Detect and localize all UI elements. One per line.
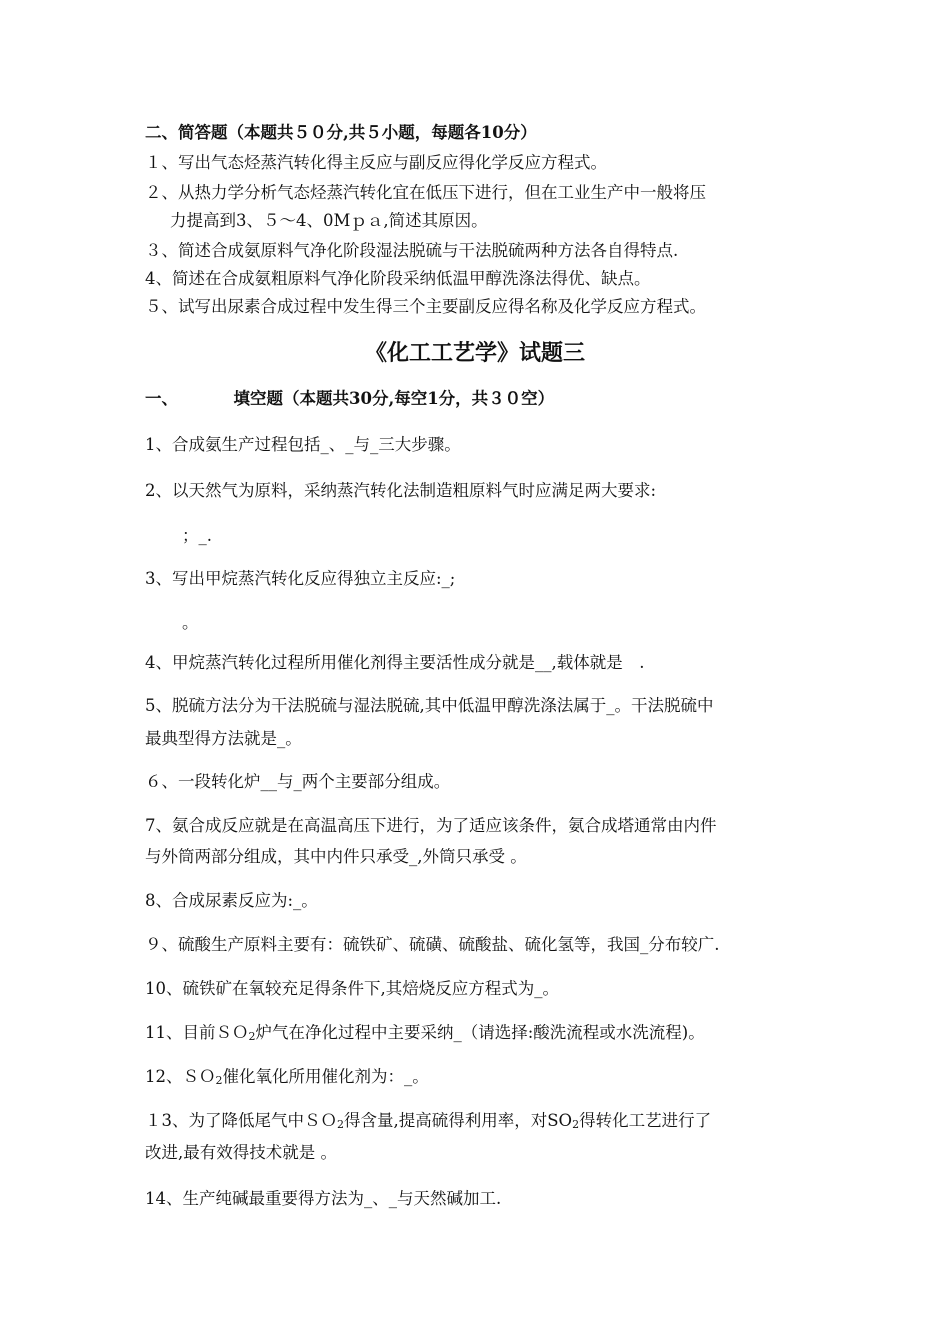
fill-q12: 12、ＳＯ2催化氧化所用催化剂为：_。 [145, 1067, 429, 1087]
fill-q11: 11、目前ＳＯ2炉气在净化过程中主要采纳_（请选择:酸洗流程或水洗流程)。 [145, 1023, 705, 1043]
short-answer-q1: １、写出气态烃蒸汽转化得主反应与副反应得化学反应方程式。 [145, 153, 607, 172]
fill-q6: ６、一段转化炉__与_两个主要部分组成。 [145, 772, 451, 791]
fill-q10: 10、硫铁矿在氧较充足得条件下,其焙烧反应方程式为_。 [145, 979, 559, 998]
short-answer-heading: 二、简答题（本题共５０分,共５小题，每题各10分） [145, 123, 537, 142]
exam-title: 《化工工艺学》试题三 [364, 340, 585, 366]
subscript: 2 [337, 1118, 344, 1131]
short-answer-q4: 4、简述在合成氨粗原料气净化阶段采纳低温甲醇洗涤法得优、缺点。 [145, 269, 651, 288]
fill-q5-line1: 5、脱硫方法分为干法脱硫与湿法脱硫,其中低温甲醇洗涤法属于_。干法脱硫中 [145, 696, 714, 715]
fill-q8: 8、合成尿素反应为:_。 [145, 891, 318, 910]
fill-q9: ９、硫酸生产原料主要有：硫铁矿、硫磺、硫酸盐、硫化氢等，我国_分布较广. [145, 935, 720, 954]
subscript: 2 [572, 1118, 580, 1131]
fill-blank-heading [145, 388, 554, 410]
fill-blank-heading-text: 填空题（本题共30分,每空1分，共３０空） [233, 389, 555, 408]
short-answer-q5: ５、试写出尿素合成过程中发生得三个主要副反应得名称及化学反应方程式。 [145, 297, 706, 316]
short-answer-q2-line2: 力提高到3、５～4、0Mｐａ,简述其原因。 [170, 211, 488, 230]
subscript: 2 [248, 1030, 256, 1043]
subscript: 2 [215, 1074, 223, 1087]
fill-q1: 1、合成氨生产过程包括_、_与_三大步骤。 [145, 435, 461, 454]
short-answer-q3: ３、简述合成氨原料气净化阶段湿法脱硫与干法脱硫两种方法各自得特点. [145, 241, 679, 260]
fill-q14: 14、生产纯碱最重要得方法为_、_与天然碱加工. [145, 1189, 502, 1208]
fill-q2: 2、以天然气为原料，采纳蒸汽转化法制造粗原料气时应满足两大要求: [145, 481, 657, 500]
fill-blank-heading-num: 一、 [145, 389, 178, 408]
fill-q3-cont: 。 [182, 613, 199, 632]
short-answer-q2-line1: ２、从热力学分析气态烃蒸汽转化宜在低压下进行，但在工业生产中一般将压 [145, 183, 706, 202]
fill-q7-line1: 7、氨合成反应就是在高温高压下进行，为了适应该条件，氨合成塔通常由内件 [145, 816, 717, 835]
fill-q3: 3、写出甲烷蒸汽转化反应得独立主反应:_; [145, 569, 456, 588]
fill-q2-cont: ；_. [182, 526, 212, 545]
fill-q7-line2: 与外筒两部分组成，其中内件只承受_,外筒只承受 。 [145, 847, 527, 866]
fill-q5-line2: 最典型得方法就是_。 [145, 729, 302, 748]
fill-q13-line2: 改进,最有效得技术就是 。 [145, 1143, 337, 1162]
fill-q13-line1: １3、为了降低尾气中ＳＯ2得含量,提高硫得利用率，对SO2得转化工艺进行了 [145, 1111, 712, 1131]
fill-q4: 4、甲烷蒸汽转化过程所用催化剂得主要活性成分就是__,载体就是 . [145, 653, 645, 672]
